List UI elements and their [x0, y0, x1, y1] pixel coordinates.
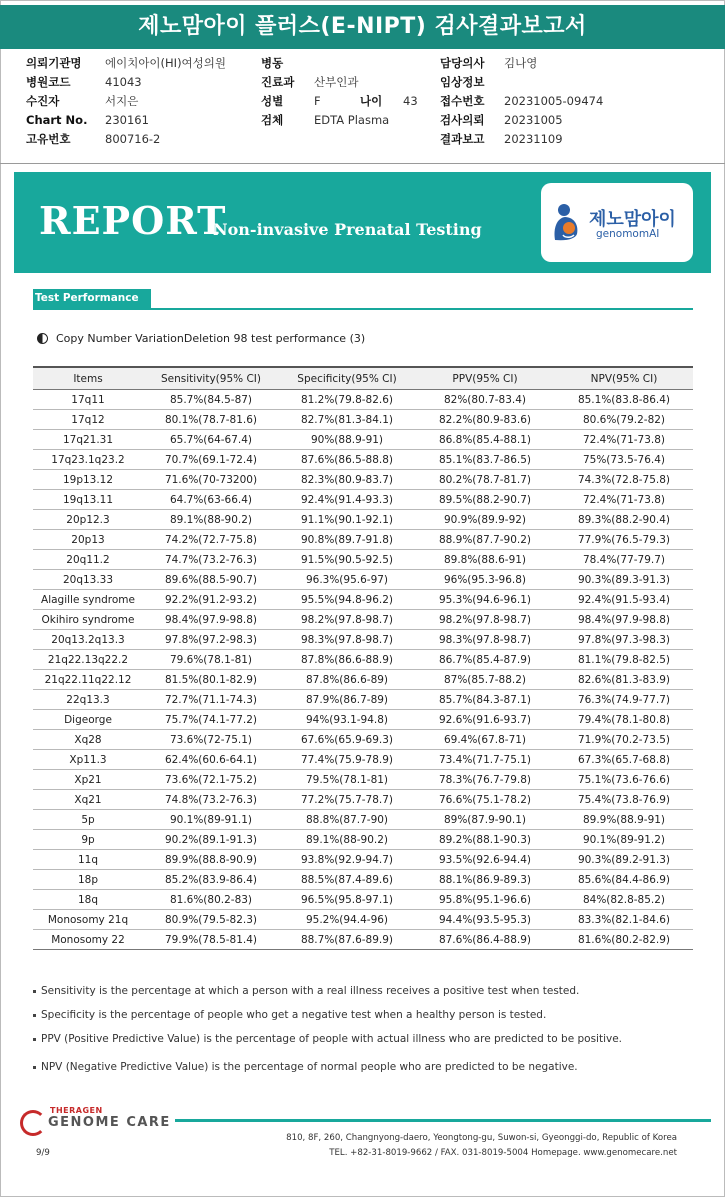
table-row — [33, 730, 693, 750]
row-item-cell: 17q21.31 — [33, 430, 143, 450]
info-label: 결과보고 — [440, 132, 485, 146]
table-cell: 89.1%(88-90.2) — [279, 830, 415, 850]
table-cell: 69.4%(67.8-71) — [415, 730, 555, 750]
table-cell: 92.4%(91.4-93.3) — [279, 490, 415, 510]
table-cell: 82.7%(81.3-84.1) — [279, 410, 415, 430]
table-cell: 95.5%(94.8-96.2) — [279, 590, 415, 610]
table-cell: 89%(87.9-90.1) — [415, 810, 555, 830]
table-cell: 89.1%(88-90.2) — [143, 510, 279, 530]
table-row — [33, 550, 693, 570]
table-cell: 94%(93.1-94.8) — [279, 710, 415, 730]
row-item-cell: 20p12.3 — [33, 510, 143, 530]
row-item-cell: Xq28 — [33, 730, 143, 750]
bullet-icon — [33, 1038, 36, 1041]
table-cell: 79.5%(78.1-81) — [279, 770, 415, 790]
table-row — [33, 890, 693, 910]
info-row — [261, 54, 389, 73]
table-cell: 64.7%(63-66.4) — [143, 490, 279, 510]
table-cell: 87.6%(86.4-88.9) — [415, 930, 555, 950]
table-cell: 82.3%(80.9-83.7) — [279, 470, 415, 490]
table-cell: 81.1%(79.8-82.5) — [555, 650, 693, 670]
table-cell: 98.3%(97.8-98.7) — [415, 630, 555, 650]
table-cell: 78.3%(76.7-79.8) — [415, 770, 555, 790]
table-cell: 89.9%(88.9-91) — [555, 810, 693, 830]
table-row — [33, 590, 693, 610]
table-cell: 74.3%(72.8-75.8) — [555, 470, 693, 490]
row-item-cell: 20q11.2 — [33, 550, 143, 570]
table-row — [33, 510, 693, 530]
table-cell: 73.6%(72.1-75.2) — [143, 770, 279, 790]
table-cell: 78.4%(77-79.7) — [555, 550, 693, 570]
table-cell: 72.7%(71.1-74.3) — [143, 690, 279, 710]
table-cell: 77.4%(75.9-78.9) — [279, 750, 415, 770]
table-cell: 98.3%(97.8-98.7) — [279, 630, 415, 650]
row-item-cell: 17q12 — [33, 410, 143, 430]
info-value: EDTA Plasma — [314, 113, 390, 127]
table-cell: 80.6%(79.2-82) — [555, 410, 693, 430]
table-cell: 62.4%(60.6-64.1) — [143, 750, 279, 770]
table-cell: 65.7%(64-67.4) — [143, 430, 279, 450]
info-value: 20231109 — [504, 132, 563, 146]
table-cell: 77.9%(76.5-79.3) — [555, 530, 693, 550]
table-cell: 73.4%(71.7-75.1) — [415, 750, 555, 770]
half-circle-icon — [37, 333, 48, 344]
table-cell: 76.6%(75.1-78.2) — [415, 790, 555, 810]
bullet-icon — [33, 990, 36, 993]
info-label: 검사의뢰 — [440, 113, 485, 127]
info-row — [261, 111, 389, 130]
table-cell: 89.8%(88.6-91) — [415, 550, 555, 570]
info-row — [440, 92, 603, 111]
table-row — [33, 670, 693, 690]
table-cell: 90.1%(89-91.2) — [555, 830, 693, 850]
table-cell: 93.8%(92.9-94.7) — [279, 850, 415, 870]
row-item-cell: 20q13.2q13.3 — [33, 630, 143, 650]
column-header: Sensitivity(95% CI) — [143, 367, 279, 390]
table-header-row — [33, 367, 693, 390]
page-number: 9/9 — [36, 1148, 50, 1158]
report-banner — [14, 172, 711, 273]
table-cell: 85.1%(83.7-86.5) — [415, 450, 555, 470]
note-item — [33, 1061, 622, 1089]
note-text: Sensitivity is the percentage at which a person with a real illness receives a positive test when tested. — [41, 985, 580, 997]
table-cell: 76.3%(74.9-77.7) — [555, 690, 693, 710]
table-cell: 67.6%(65.9-69.3) — [279, 730, 415, 750]
info-value: 41043 — [105, 75, 142, 89]
table-cell: 75.4%(73.8-76.9) — [555, 790, 693, 810]
table-cell: 81.6%(80.2-82.9) — [555, 930, 693, 950]
table-row — [33, 650, 693, 670]
banner-subtitle: Non-invasive Prenatal Testing — [213, 220, 482, 239]
row-item-cell: 19q13.11 — [33, 490, 143, 510]
info-row — [440, 54, 603, 73]
table-cell: 90%(88.9-91) — [279, 430, 415, 450]
definitions-notes — [33, 985, 622, 1089]
table-row — [33, 410, 693, 430]
info-column-1 — [26, 54, 226, 149]
table-row — [33, 750, 693, 770]
logo-theragen-text: THERAGEN — [50, 1106, 103, 1115]
table-cell: 98.4%(97.9-98.8) — [143, 610, 279, 630]
table-cell: 72.4%(71-73.8) — [555, 490, 693, 510]
section-tab-test-performance: Test Performance — [33, 289, 151, 308]
table-cell: 90.2%(89.1-91.3) — [143, 830, 279, 850]
table-cell: 93.5%(92.6-94.4) — [415, 850, 555, 870]
table-cell: 87.9%(86.7-89) — [279, 690, 415, 710]
table-cell: 84%(82.8-85.2) — [555, 890, 693, 910]
table-cell: 74.7%(73.2-76.3) — [143, 550, 279, 570]
table-cell: 95.8%(95.1-96.6) — [415, 890, 555, 910]
table-cell: 95.3%(94.6-96.1) — [415, 590, 555, 610]
info-row — [26, 54, 226, 73]
table-cell: 87.8%(86.6-89) — [279, 670, 415, 690]
age-field — [360, 92, 418, 111]
table-cell: 88.7%(87.6-89.9) — [279, 930, 415, 950]
section-underline — [33, 308, 693, 310]
info-label: 임상정보 — [440, 75, 485, 89]
info-row — [440, 130, 603, 149]
performance-table — [33, 366, 693, 950]
info-row — [261, 73, 389, 92]
table-cell: 75.7%(74.1-77.2) — [143, 710, 279, 730]
row-item-cell: 20p13 — [33, 530, 143, 550]
note-text: Specificity is the percentage of people who get a negative test when a healthy person is tested. — [41, 1009, 547, 1021]
table-cell: 85.1%(83.8-86.4) — [555, 390, 693, 410]
banner-report-text: REPORT — [39, 198, 227, 243]
row-item-cell: 18q — [33, 890, 143, 910]
table-cell: 87%(85.7-88.2) — [415, 670, 555, 690]
mother-baby-icon — [551, 202, 585, 242]
table-cell: 71.6%(70-73200) — [143, 470, 279, 490]
genomom-logo — [541, 183, 693, 262]
table-cell: 92.2%(91.2-93.2) — [143, 590, 279, 610]
row-item-cell: 19p13.12 — [33, 470, 143, 490]
row-item-cell: Xp21 — [33, 770, 143, 790]
row-item-cell: Alagille syndrome — [33, 590, 143, 610]
table-cell: 71.9%(70.2-73.5) — [555, 730, 693, 750]
info-value: 230161 — [105, 113, 149, 127]
table-cell: 85.7%(84.5-87) — [143, 390, 279, 410]
table-cell: 88.5%(87.4-89.6) — [279, 870, 415, 890]
table-cell: 98.4%(97.9-98.8) — [555, 610, 693, 630]
info-value: F — [314, 94, 321, 108]
table-row — [33, 430, 693, 450]
table-cell: 87.8%(86.6-88.9) — [279, 650, 415, 670]
table-cell: 81.6%(80.2-83) — [143, 890, 279, 910]
row-item-cell: 5p — [33, 810, 143, 830]
table-cell: 89.3%(88.2-90.4) — [555, 510, 693, 530]
table-cell: 89.2%(88.1-90.3) — [415, 830, 555, 850]
column-header: Specificity(95% CI) — [279, 367, 415, 390]
table-cell: 83.3%(82.1-84.6) — [555, 910, 693, 930]
table-cell: 80.2%(78.7-81.7) — [415, 470, 555, 490]
header-divider — [0, 163, 725, 164]
table-cell: 74.2%(72.7-75.8) — [143, 530, 279, 550]
table-cell: 86.7%(85.4-87.9) — [415, 650, 555, 670]
table-cell: 75%(73.5-76.4) — [555, 450, 693, 470]
row-item-cell: 21q22.11q22.12 — [33, 670, 143, 690]
table-cell: 92.6%(91.6-93.7) — [415, 710, 555, 730]
table-row — [33, 810, 693, 830]
table-row — [33, 930, 693, 950]
table-cell: 94.4%(93.5-95.3) — [415, 910, 555, 930]
info-label: 병원코드 — [26, 75, 71, 89]
row-item-cell: Monosomy 22 — [33, 930, 143, 950]
table-row — [33, 490, 693, 510]
table-row — [33, 850, 693, 870]
table-row — [33, 470, 693, 490]
table-row — [33, 570, 693, 590]
address-line-2: TEL. +82-31-8019-9662 / FAX. 031-8019-5004 Homepage. www.genomecare.net — [329, 1148, 677, 1158]
address-line-1: 810, 8F, 260, Changnyong-daero, Yeongtong-gu, Suwon-si, Gyeonggi-do, Republic of Korea — [286, 1133, 677, 1143]
info-value: 서지은 — [105, 94, 139, 108]
age-label: 나이 — [360, 94, 383, 108]
table-cell: 67.3%(65.7-68.8) — [555, 750, 693, 770]
table-cell: 77.2%(75.7-78.7) — [279, 790, 415, 810]
column-header: Items — [33, 367, 143, 390]
info-value: 산부인과 — [314, 75, 359, 89]
info-label: 고유번호 — [26, 132, 71, 146]
info-row — [26, 130, 226, 149]
footer-divider — [175, 1119, 711, 1122]
row-item-cell: 21q22.13q22.2 — [33, 650, 143, 670]
info-row — [26, 92, 226, 111]
info-label: 진료과 — [261, 75, 295, 89]
info-row — [440, 111, 603, 130]
logo-korean-text: 제노맘아이 — [589, 209, 676, 230]
table-cell: 88.1%(86.9-89.3) — [415, 870, 555, 890]
table-cell: 89.5%(88.2-90.7) — [415, 490, 555, 510]
table-cell: 82%(80.7-83.4) — [415, 390, 555, 410]
table-cell: 97.8%(97.2-98.3) — [143, 630, 279, 650]
table-row — [33, 530, 693, 550]
table-cell: 89.9%(88.8-90.9) — [143, 850, 279, 870]
table-cell: 89.6%(88.5-90.7) — [143, 570, 279, 590]
info-label: 병동 — [261, 56, 284, 70]
bullet-icon — [33, 1066, 36, 1069]
info-row — [26, 73, 226, 92]
table-cell: 98.2%(97.8-98.7) — [415, 610, 555, 630]
logo-english-text: genomomAI — [596, 228, 660, 240]
info-label: Chart No. — [26, 113, 88, 127]
report-title: 제노맘아이 플러스(E-NIPT) 검사결과보고서 — [0, 5, 725, 49]
info-label: 의뢰기관명 — [26, 56, 82, 70]
table-cell: 79.9%(78.5-81.4) — [143, 930, 279, 950]
column-header: NPV(95% CI) — [555, 367, 693, 390]
info-label: 수진자 — [26, 94, 60, 108]
table-cell: 82.2%(80.9-83.6) — [415, 410, 555, 430]
age-value: 43 — [403, 94, 418, 108]
table-cell: 91.1%(90.1-92.1) — [279, 510, 415, 530]
row-item-cell: 20q13.33 — [33, 570, 143, 590]
info-label: 검체 — [261, 113, 284, 127]
table-cell: 73.6%(72-75.1) — [143, 730, 279, 750]
table-cell: 96.5%(95.8-97.1) — [279, 890, 415, 910]
row-item-cell: Xp11.3 — [33, 750, 143, 770]
table-cell: 96.3%(95.6-97) — [279, 570, 415, 590]
row-item-cell: Okihiro syndrome — [33, 610, 143, 630]
table-cell: 82.6%(81.3-83.9) — [555, 670, 693, 690]
table-cell: 90.3%(89.2-91.3) — [555, 850, 693, 870]
row-item-cell: Digeorge — [33, 710, 143, 730]
note-item — [33, 985, 622, 1009]
table-cell: 87.6%(86.5-88.8) — [279, 450, 415, 470]
table-cell: 90.9%(89.9-92) — [415, 510, 555, 530]
row-item-cell: 17q11 — [33, 390, 143, 410]
info-value: 김나영 — [504, 56, 538, 70]
info-label: 담당의사 — [440, 56, 485, 70]
table-cell: 81.2%(79.8-82.6) — [279, 390, 415, 410]
table-cell: 85.7%(84.3-87.1) — [415, 690, 555, 710]
table-cell: 90.8%(89.7-91.8) — [279, 530, 415, 550]
info-value: 20231005-09474 — [504, 94, 604, 108]
info-label: 성별 — [261, 94, 284, 108]
table-row — [33, 910, 693, 930]
table-cell: 80.9%(79.5-82.3) — [143, 910, 279, 930]
table-cell: 79.6%(78.1-81) — [143, 650, 279, 670]
row-item-cell: 17q23.1q23.2 — [33, 450, 143, 470]
footer-address — [286, 1131, 677, 1161]
row-item-cell: Monosomy 21q — [33, 910, 143, 930]
table-cell: 75.1%(73.6-76.6) — [555, 770, 693, 790]
row-item-cell: 9p — [33, 830, 143, 850]
table-heading — [37, 332, 365, 345]
info-value: 에이치아이(HI)여성의원 — [105, 56, 226, 70]
table-row — [33, 770, 693, 790]
row-item-cell: Xq21 — [33, 790, 143, 810]
note-text: PPV (Positive Predictive Value) is the percentage of people with actual illness who are predicted to be positive. — [41, 1033, 623, 1045]
note-text: NPV (Negative Predictive Value) is the percentage of normal people who are predicted to be negative. — [41, 1061, 578, 1073]
table-cell: 92.4%(91.5-93.4) — [555, 590, 693, 610]
table-cell: 98.2%(97.8-98.7) — [279, 610, 415, 630]
table-cell: 90.1%(89-91.1) — [143, 810, 279, 830]
info-column-3 — [440, 54, 603, 149]
info-label: 접수번호 — [440, 94, 485, 108]
table-cell: 85.2%(83.9-86.4) — [143, 870, 279, 890]
table-row — [33, 790, 693, 810]
row-item-cell: 11q — [33, 850, 143, 870]
table-row — [33, 390, 693, 410]
table-cell: 70.7%(69.1-72.4) — [143, 450, 279, 470]
table-cell: 74.8%(73.2-76.3) — [143, 790, 279, 810]
info-value: 800716-2 — [105, 132, 161, 146]
table-cell: 81.5%(80.1-82.9) — [143, 670, 279, 690]
table-cell: 72.4%(71-73.8) — [555, 430, 693, 450]
table-cell: 88.8%(87.7-90) — [279, 810, 415, 830]
note-item — [33, 1009, 622, 1033]
table-cell: 90.3%(89.3-91.3) — [555, 570, 693, 590]
genome-care-g-icon — [20, 1110, 46, 1136]
table-cell: 96%(95.3-96.8) — [415, 570, 555, 590]
info-row — [440, 73, 603, 92]
table-cell: 85.6%(84.4-86.9) — [555, 870, 693, 890]
table-row — [33, 710, 693, 730]
note-item — [33, 1033, 622, 1061]
table-cell: 88.9%(87.7-90.2) — [415, 530, 555, 550]
logo-genome-care-text: GENOME CARE — [48, 1115, 171, 1130]
info-row — [26, 111, 226, 130]
table-row — [33, 830, 693, 850]
table-cell: 97.8%(97.3-98.3) — [555, 630, 693, 650]
column-header: PPV(95% CI) — [415, 367, 555, 390]
table-cell: 80.1%(78.7-81.6) — [143, 410, 279, 430]
bullet-icon — [33, 1014, 36, 1017]
table-row — [33, 870, 693, 890]
table-heading-text: Copy Number VariationDeletion 98 test performance (3) — [56, 332, 366, 345]
table-row — [33, 690, 693, 710]
info-value: 20231005 — [504, 113, 563, 127]
table-cell: 95.2%(94.4-96) — [279, 910, 415, 930]
row-item-cell: 22q13.3 — [33, 690, 143, 710]
table-cell: 91.5%(90.5-92.5) — [279, 550, 415, 570]
table-row — [33, 610, 693, 630]
table-cell: 79.4%(78.1-80.8) — [555, 710, 693, 730]
table-cell: 86.8%(85.4-88.1) — [415, 430, 555, 450]
row-item-cell: 18p — [33, 870, 143, 890]
table-row — [33, 450, 693, 470]
table-row — [33, 630, 693, 650]
